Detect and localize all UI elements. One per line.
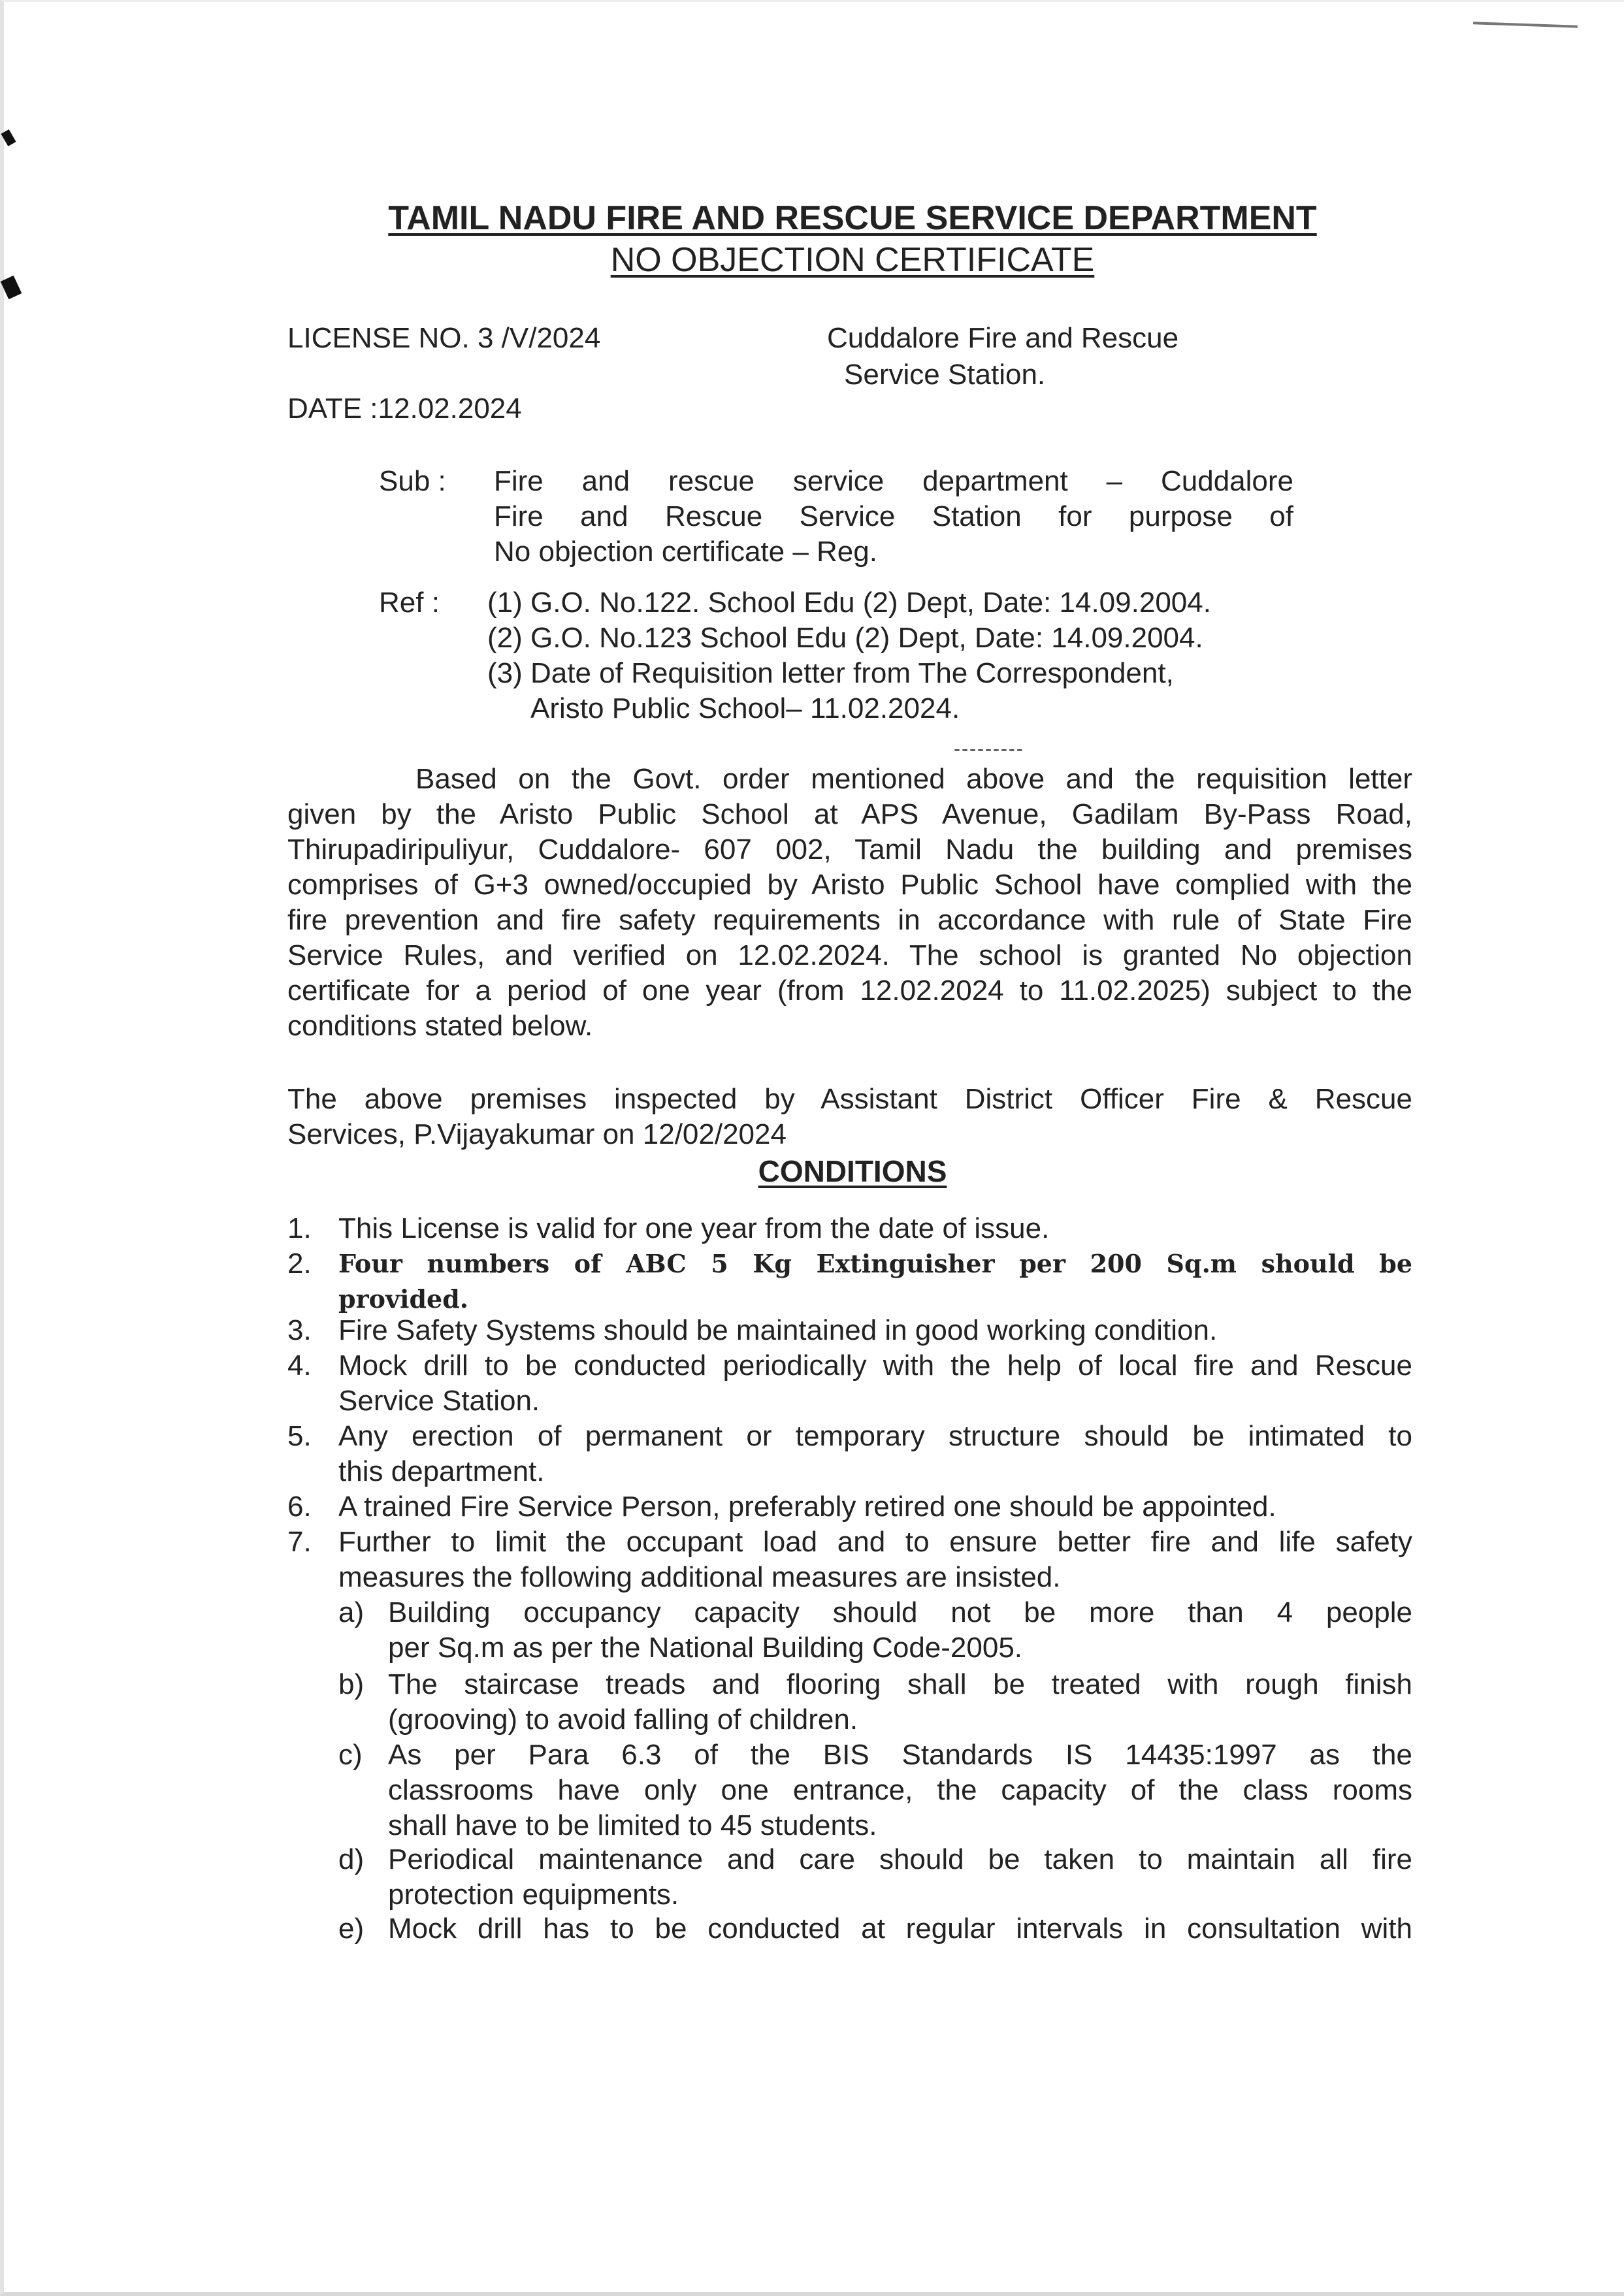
reference-list (487, 585, 1211, 726)
subcondition-letter: b) (338, 1668, 365, 1700)
condition-item (338, 1489, 1412, 1525)
condition-item (338, 1525, 1412, 1595)
subcondition-line: Mock drill has to be conducted at regular intervals in consultation with (388, 1913, 1412, 1945)
subject-line: Fire and Rescue Service Station for purpose of (494, 500, 1293, 532)
subcondition-letter: c) (338, 1739, 363, 1771)
body-line: given by the Aristo Public School at APS Avenue, Gadilam By-Pass Road, (287, 798, 1412, 830)
condition-number: 6. (287, 1491, 312, 1523)
inspection-line: Services, P.Vijayakumar on 12/02/2024 (287, 1118, 787, 1150)
certificate-date: DATE :12.02.2024 (287, 393, 522, 425)
subcondition-line: shall have to be limited to 45 students. (388, 1809, 877, 1841)
reference-item-continued: Aristo Public School– 11.02.2024. (530, 692, 960, 724)
subcondition-letter: d) (338, 1843, 365, 1875)
condition-line: provided. (338, 1284, 468, 1314)
license-number: LICENSE NO. 3 /V/2024 (287, 322, 601, 354)
subject-line: No objection certificate – Reg. (494, 536, 877, 568)
scan-mark-top-right (1473, 22, 1578, 28)
subcondition-line: protection equipments. (388, 1879, 679, 1911)
punch-mark-bottom (1, 276, 22, 299)
condition-number: 5. (287, 1420, 312, 1452)
condition-line: Service Station. (338, 1385, 540, 1417)
body-line: Service Rules, and verified on 12.02.2024. The school is granted No objection (287, 939, 1412, 971)
reference-item: (1) G.O. No.122. School Edu (2) Dept, Date: 14.09.2004. (487, 587, 1211, 619)
subcondition-item (388, 1842, 1412, 1913)
reference-item: (2) G.O. No.123 School Edu (2) Dept, Date: 14.09.2004. (487, 622, 1203, 654)
condition-item (338, 1419, 1412, 1489)
body-line: fire prevention and fire safety requirements in accordance with rule of State Fire (287, 904, 1412, 936)
section-divider: --------- (954, 738, 1024, 760)
conditions-heading: CONDITIONS (758, 1154, 947, 1188)
condition-line: Further to limit the occupant load and to ensure better fire and life safety (338, 1526, 1412, 1558)
subcondition-line: Building occupancy capacity should not be more than 4 people (388, 1596, 1412, 1628)
condition-number: 2. (287, 1248, 312, 1280)
station-name-line1: Cuddalore Fire and Rescue (827, 322, 1179, 354)
condition-line: Fire Safety Systems should be maintained in good working condition. (338, 1314, 1218, 1346)
condition-number: 1. (287, 1212, 312, 1244)
reference-item: (3) Date of Requisition letter from The Correspondent, (487, 657, 1174, 689)
condition-item (338, 1313, 1412, 1348)
condition-line: Four numbers of ABC 5 Kg Extinguisher per 200 Sq.m should be (338, 1249, 1412, 1278)
subcondition-line: The staircase treads and flooring shall be treated with rough finish (388, 1668, 1412, 1700)
reference-label: Ref : (379, 587, 440, 619)
subject-text (494, 464, 1293, 570)
body-line: conditions stated below. (287, 1010, 593, 1042)
condition-line: measures the following additional measures are insisted. (338, 1561, 1061, 1593)
subcondition-item (388, 1911, 1412, 1947)
subcondition-letter: a) (338, 1596, 365, 1628)
body-line: Thirupadiripuliyur, Cuddalore- 607 002, Tamil Nadu the building and premises (287, 833, 1412, 865)
punch-mark-top (1, 129, 16, 146)
condition-item (338, 1246, 1412, 1317)
body-paragraph (287, 762, 1412, 1044)
department-heading: TAMIL NADU FIRE AND RESCUE SERVICE DEPARTMENT (388, 199, 1317, 237)
subcondition-line: (grooving) to avoid falling of children. (388, 1704, 858, 1736)
condition-number: 4. (287, 1350, 312, 1382)
inspection-paragraph (287, 1082, 1412, 1152)
subcondition-line: Periodical maintenance and care should be taken to maintain all fire (388, 1843, 1412, 1875)
subject-line: Fire and rescue service department – Cuddalore (494, 465, 1293, 497)
subcondition-line: As per Para 6.3 of the BIS Standards IS 14435:1997 as the (388, 1739, 1412, 1771)
subcondition-line: classrooms have only one entrance, the capacity of the class rooms (388, 1774, 1412, 1806)
condition-line: A trained Fire Service Person, preferably retired one should be appointed. (338, 1491, 1276, 1523)
subject-label: Sub : (379, 465, 446, 497)
condition-item (338, 1348, 1412, 1419)
condition-line: Mock drill to be conducted periodically with the help of local fire and Rescue (338, 1350, 1412, 1382)
subcondition-line: per Sq.m as per the National Building Code-2005. (388, 1632, 1023, 1664)
subcondition-item (388, 1667, 1412, 1738)
condition-line: this department. (338, 1455, 545, 1487)
condition-line: This License is valid for one year from the date of issue. (338, 1212, 1050, 1244)
certificate-title: NO OBJECTION CERTIFICATE (610, 241, 1095, 279)
body-line: Based on the Govt. order mentioned above and the requisition letter (415, 763, 1412, 795)
subcondition-letter: e) (338, 1913, 365, 1945)
inspection-line: The above premises inspected by Assistant District Officer Fire & Rescue (287, 1083, 1412, 1115)
subcondition-item (388, 1595, 1412, 1666)
condition-number: 3. (287, 1314, 312, 1346)
condition-item (338, 1211, 1412, 1246)
subcondition-item (388, 1738, 1412, 1843)
body-line: certificate for a period of one year (from 12.02.2024 to 11.02.2025) subject to the (287, 975, 1412, 1007)
station-name-line2: Service Station. (844, 359, 1046, 391)
body-line: comprises of G+3 owned/occupied by Aristo Public School have complied with the (287, 869, 1412, 901)
condition-line: Any erection of permanent or temporary structure should be intimated to (338, 1420, 1412, 1452)
condition-number: 7. (287, 1526, 312, 1558)
